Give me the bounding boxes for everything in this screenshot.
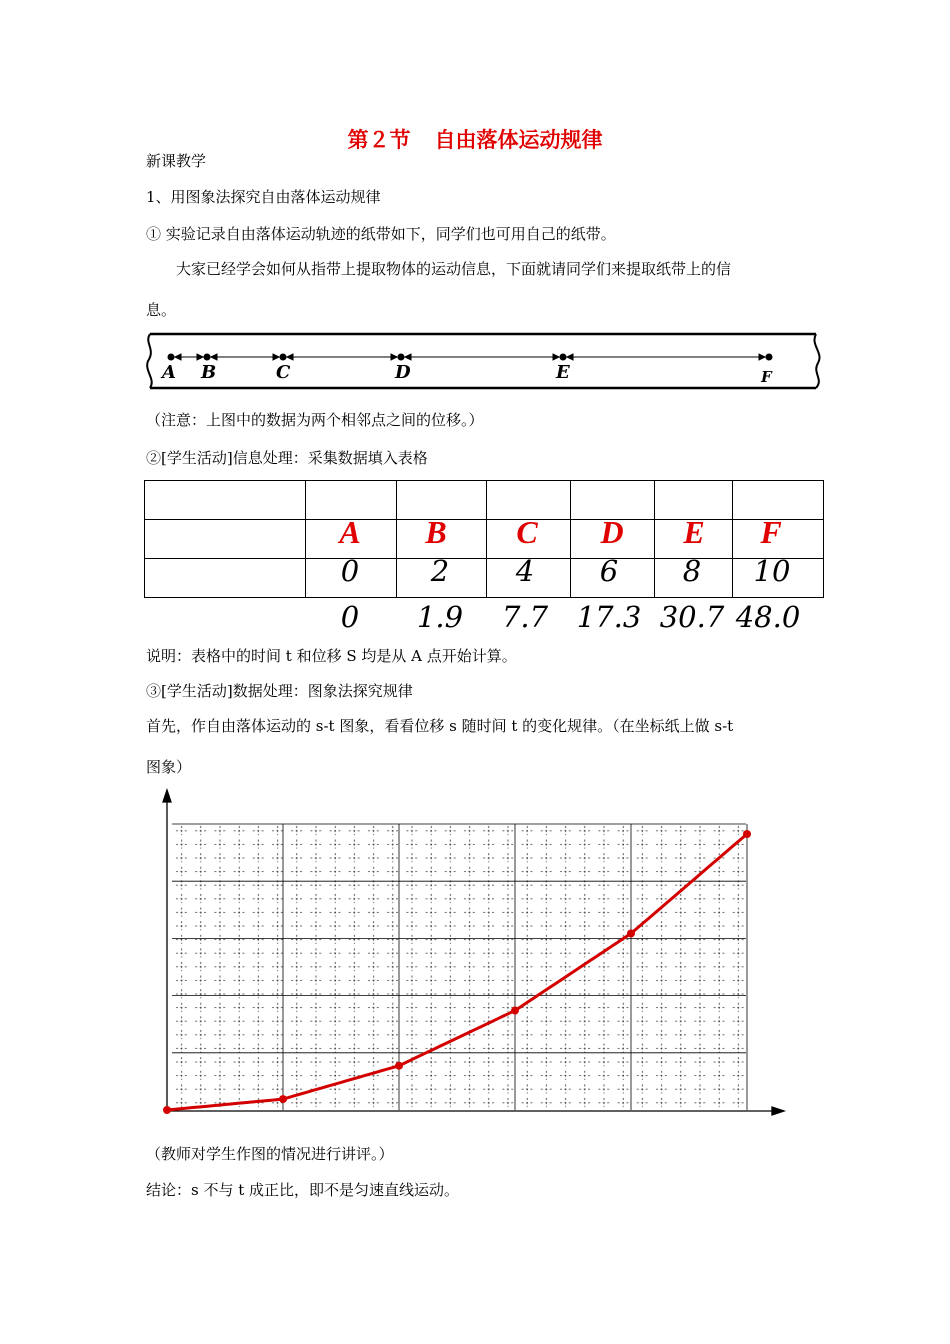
data-point xyxy=(279,1095,287,1103)
table-header-c: C xyxy=(516,514,538,550)
data-point xyxy=(163,1106,171,1114)
conclusion-text: 结论：s 不与 t 成正比，即不是匀速直线运动。 xyxy=(146,1181,460,1199)
data-point xyxy=(743,830,751,838)
paragraph-plot-instruction-cont: 图象） xyxy=(146,758,192,776)
table-time-c: 4 xyxy=(515,554,535,588)
table-disp-d: 17.3 xyxy=(576,600,642,634)
paragraph-intro: 大家已经学会如何从指带上提取物体的运动信息，下面就请同学们来提取纸带上的信 xyxy=(176,260,732,278)
table-disp-f: 48.0 xyxy=(735,600,801,634)
tape-label-c: C xyxy=(276,362,291,383)
graph-paper xyxy=(172,824,746,1110)
paragraph-intro-cont: 息。 xyxy=(146,301,177,319)
tape-label-d: D xyxy=(395,362,411,383)
tape-label-e: E xyxy=(556,362,570,383)
table-header-a: A xyxy=(339,514,361,550)
table-time-a: 0 xyxy=(340,554,360,588)
table-header-e: E xyxy=(683,514,705,550)
table-explanation: 说明：表格中的时间 t 和位移 S 均是从 A 点开始计算。 xyxy=(146,647,517,665)
table-time-f: 10 xyxy=(753,554,791,588)
table-disp-c: 7.7 xyxy=(501,600,549,634)
teacher-comment: （教师对学生作图的情况进行讲评。） xyxy=(146,1145,394,1163)
paper-tape-diagram xyxy=(144,331,824,391)
table-header-d: D xyxy=(600,514,624,550)
note-text: （注意：上图中的数据为两个相邻点之间的位移。） xyxy=(146,411,484,429)
paragraph-step-3: ③[学生活动]数据处理：图象法探究规律 xyxy=(146,682,413,700)
section-number: 第２节 xyxy=(347,128,411,152)
heading-item-1: 1、用图象法探究自由落体运动规律 xyxy=(146,188,381,206)
page-title xyxy=(0,124,950,154)
s-t-graph xyxy=(150,786,790,1120)
paragraph-plot-instruction: 首先，作自由落体运动的 s-t 图象，看看位移 s 随时间 t 的变化规律。（在坐标纸上做 s-t xyxy=(146,717,734,735)
table-header-f: F xyxy=(760,514,782,550)
section-title: 自由落体运动规律 xyxy=(434,128,603,152)
data-point xyxy=(511,1007,519,1015)
table-time-b: 2 xyxy=(430,554,450,588)
table-disp-a: 0 xyxy=(340,600,360,634)
tape-label-f: F xyxy=(761,368,772,386)
table-disp-b: 1.9 xyxy=(416,600,464,634)
table-time-e: 8 xyxy=(682,554,702,588)
tape-label-b: B xyxy=(201,362,217,383)
paragraph-step-1: ① 实验记录自由落体运动轨迹的纸带如下，同学们也可用自己的纸带。 xyxy=(146,225,616,243)
table-disp-e: 30.7 xyxy=(659,600,725,634)
tape-label-a: A xyxy=(162,362,176,383)
table-time-d: 6 xyxy=(599,554,619,588)
table-header-b: B xyxy=(425,514,447,550)
data-point xyxy=(627,929,635,937)
heading-new-lesson: 新课教学 xyxy=(146,152,207,170)
paragraph-step-2: ②[学生活动]信息处理：采集数据填入表格 xyxy=(146,449,428,467)
data-point xyxy=(395,1062,403,1070)
